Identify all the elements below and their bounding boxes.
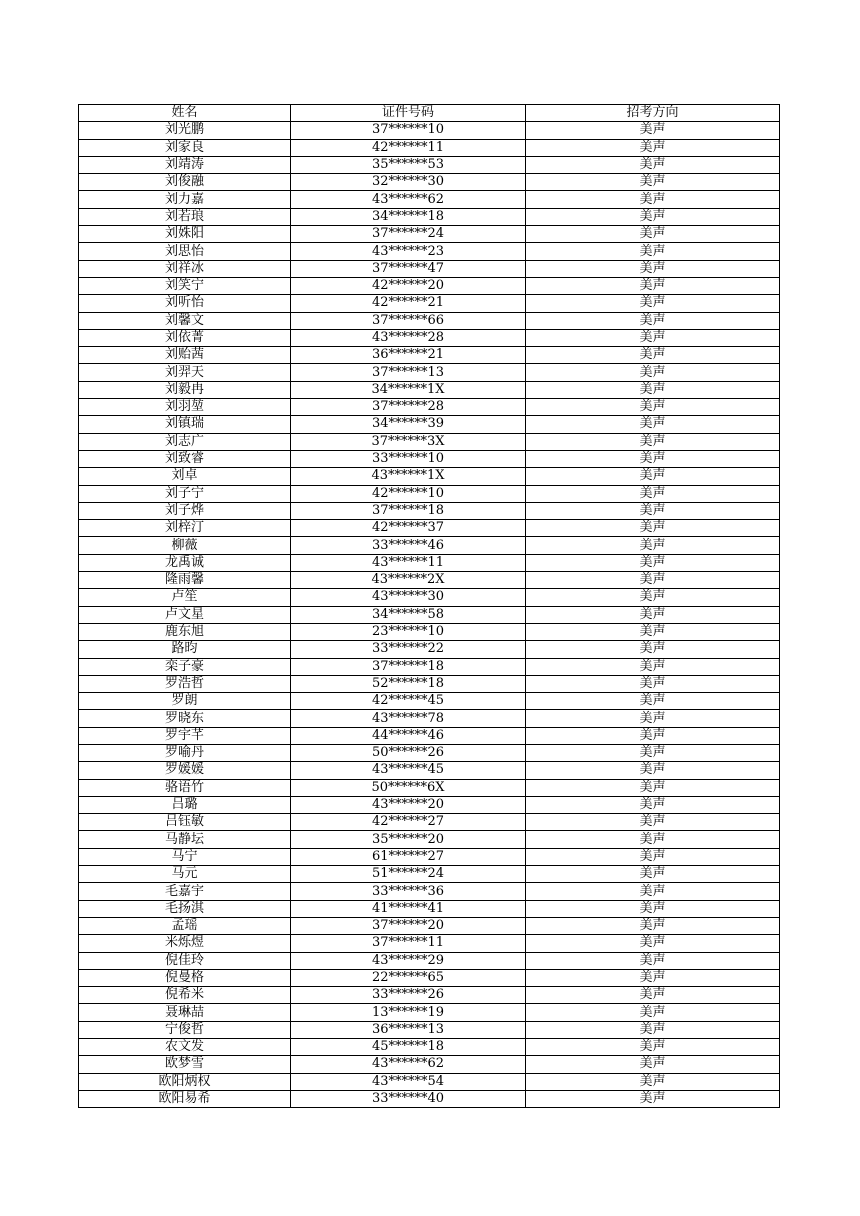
name-cell: 罗喻丹 bbox=[79, 744, 291, 761]
name-cell: 刘贻茜 bbox=[79, 347, 291, 364]
direction-cell: 美声 bbox=[526, 727, 780, 744]
id-number-cell: 37******11 bbox=[291, 935, 526, 952]
direction-cell: 美声 bbox=[526, 710, 780, 727]
direction-cell: 美声 bbox=[526, 693, 780, 710]
id-number-cell: 36******21 bbox=[291, 347, 526, 364]
direction-cell: 美声 bbox=[526, 191, 780, 208]
name-cell: 罗媛媛 bbox=[79, 762, 291, 779]
name-cell: 马元 bbox=[79, 866, 291, 883]
table-row bbox=[79, 814, 780, 831]
table-row bbox=[79, 208, 780, 225]
direction-cell: 美声 bbox=[526, 987, 780, 1004]
id-number-cell: 43******2X bbox=[291, 572, 526, 589]
table-row bbox=[79, 1021, 780, 1038]
id-number-cell: 52******18 bbox=[291, 675, 526, 692]
id-number-cell: 22******65 bbox=[291, 969, 526, 986]
id-number-cell: 34******18 bbox=[291, 208, 526, 225]
id-number-cell: 34******58 bbox=[291, 606, 526, 623]
table-row bbox=[79, 917, 780, 934]
id-number-cell: 37******3X bbox=[291, 433, 526, 450]
candidate-table bbox=[78, 104, 780, 1108]
direction-cell: 美声 bbox=[526, 848, 780, 865]
name-cell: 聂琳喆 bbox=[79, 1004, 291, 1021]
name-cell: 罗宇芊 bbox=[79, 727, 291, 744]
id-number-cell: 43******20 bbox=[291, 796, 526, 813]
name-cell: 欧梦雪 bbox=[79, 1056, 291, 1073]
name-cell: 刘子烨 bbox=[79, 502, 291, 519]
name-cell: 鹿东旭 bbox=[79, 623, 291, 640]
table-row bbox=[79, 139, 780, 156]
id-number-cell: 42******37 bbox=[291, 520, 526, 537]
direction-cell: 美声 bbox=[526, 277, 780, 294]
name-cell: 卢笙 bbox=[79, 589, 291, 606]
id-number-cell: 35******20 bbox=[291, 831, 526, 848]
direction-cell: 美声 bbox=[526, 139, 780, 156]
name-cell: 毛嘉宇 bbox=[79, 883, 291, 900]
table-row bbox=[79, 554, 780, 571]
table-row bbox=[79, 364, 780, 381]
table-row bbox=[79, 520, 780, 537]
name-cell: 刘致睿 bbox=[79, 450, 291, 467]
direction-cell: 美声 bbox=[526, 450, 780, 467]
direction-cell: 美声 bbox=[526, 416, 780, 433]
direction-cell: 美声 bbox=[526, 468, 780, 485]
name-cell: 马宁 bbox=[79, 848, 291, 865]
direction-cell: 美声 bbox=[526, 900, 780, 917]
direction-cell: 美声 bbox=[526, 952, 780, 969]
table-row bbox=[79, 969, 780, 986]
id-number-cell: 44******46 bbox=[291, 727, 526, 744]
name-cell: 马静坛 bbox=[79, 831, 291, 848]
table-row bbox=[79, 641, 780, 658]
table-row bbox=[79, 831, 780, 848]
table-row bbox=[79, 1073, 780, 1090]
direction-cell: 美声 bbox=[526, 866, 780, 883]
name-cell: 米烁煜 bbox=[79, 935, 291, 952]
direction-cell: 美声 bbox=[526, 226, 780, 243]
id-number-cell: 37******18 bbox=[291, 658, 526, 675]
id-number-cell: 42******11 bbox=[291, 139, 526, 156]
table-row bbox=[79, 762, 780, 779]
direction-cell: 美声 bbox=[526, 295, 780, 312]
name-cell: 刘靖涛 bbox=[79, 156, 291, 173]
name-cell: 罗晓东 bbox=[79, 710, 291, 727]
direction-cell: 美声 bbox=[526, 1056, 780, 1073]
direction-cell: 美声 bbox=[526, 485, 780, 502]
name-cell: 罗浩哲 bbox=[79, 675, 291, 692]
name-cell: 栾子豪 bbox=[79, 658, 291, 675]
name-cell: 刘力嘉 bbox=[79, 191, 291, 208]
id-number-cell: 41******41 bbox=[291, 900, 526, 917]
name-cell: 龙禹诚 bbox=[79, 554, 291, 571]
direction-cell: 美声 bbox=[526, 623, 780, 640]
direction-cell: 美声 bbox=[526, 520, 780, 537]
direction-cell: 美声 bbox=[526, 744, 780, 761]
direction-cell: 美声 bbox=[526, 381, 780, 398]
table-row bbox=[79, 312, 780, 329]
table-row bbox=[79, 277, 780, 294]
id-number-cell: 37******24 bbox=[291, 226, 526, 243]
name-cell: 刘梓汀 bbox=[79, 520, 291, 537]
direction-cell: 美声 bbox=[526, 208, 780, 225]
table-row bbox=[79, 606, 780, 623]
id-number-cell: 43******23 bbox=[291, 243, 526, 260]
id-number-cell: 51******24 bbox=[291, 866, 526, 883]
name-cell: 刘姝阳 bbox=[79, 226, 291, 243]
direction-cell: 美声 bbox=[526, 1021, 780, 1038]
name-cell: 卢文星 bbox=[79, 606, 291, 623]
table-row bbox=[79, 935, 780, 952]
name-cell: 毛扬淇 bbox=[79, 900, 291, 917]
table-row bbox=[79, 485, 780, 502]
direction-cell: 美声 bbox=[526, 156, 780, 173]
table-row bbox=[79, 779, 780, 796]
id-number-cell: 50******26 bbox=[291, 744, 526, 761]
id-number-cell: 42******10 bbox=[291, 485, 526, 502]
header-row bbox=[79, 105, 780, 122]
name-cell: 孟瑶 bbox=[79, 917, 291, 934]
name-cell: 欧阳易希 bbox=[79, 1090, 291, 1107]
direction-cell: 美声 bbox=[526, 537, 780, 554]
direction-cell: 美声 bbox=[526, 814, 780, 831]
direction-cell: 美声 bbox=[526, 779, 780, 796]
header-direction: 招考方向 bbox=[526, 105, 780, 122]
id-number-cell: 33******10 bbox=[291, 450, 526, 467]
name-cell: 刘依菁 bbox=[79, 329, 291, 346]
id-number-cell: 33******40 bbox=[291, 1090, 526, 1107]
id-number-cell: 37******18 bbox=[291, 502, 526, 519]
name-cell: 欧阳炳权 bbox=[79, 1073, 291, 1090]
table-row bbox=[79, 658, 780, 675]
id-number-cell: 43******62 bbox=[291, 191, 526, 208]
name-cell: 罗朗 bbox=[79, 693, 291, 710]
table-row bbox=[79, 450, 780, 467]
direction-cell: 美声 bbox=[526, 589, 780, 606]
id-number-cell: 32******30 bbox=[291, 174, 526, 191]
id-number-cell: 37******10 bbox=[291, 122, 526, 139]
id-number-cell: 43******45 bbox=[291, 762, 526, 779]
direction-cell: 美声 bbox=[526, 174, 780, 191]
direction-cell: 美声 bbox=[526, 658, 780, 675]
id-number-cell: 37******28 bbox=[291, 399, 526, 416]
id-number-cell: 42******45 bbox=[291, 693, 526, 710]
direction-cell: 美声 bbox=[526, 260, 780, 277]
table-row bbox=[79, 156, 780, 173]
name-cell: 农文发 bbox=[79, 1039, 291, 1056]
name-cell: 刘祥冰 bbox=[79, 260, 291, 277]
table-row bbox=[79, 623, 780, 640]
table-row bbox=[79, 883, 780, 900]
id-number-cell: 34******1X bbox=[291, 381, 526, 398]
table-row bbox=[79, 295, 780, 312]
name-cell: 刘若琅 bbox=[79, 208, 291, 225]
table-row bbox=[79, 589, 780, 606]
name-cell: 吕璐 bbox=[79, 796, 291, 813]
name-cell: 刘听怡 bbox=[79, 295, 291, 312]
table-row bbox=[79, 727, 780, 744]
name-cell: 刘馨文 bbox=[79, 312, 291, 329]
name-cell: 路昀 bbox=[79, 641, 291, 658]
id-number-cell: 33******36 bbox=[291, 883, 526, 900]
table-row bbox=[79, 347, 780, 364]
table-row bbox=[79, 537, 780, 554]
id-number-cell: 33******22 bbox=[291, 641, 526, 658]
name-cell: 刘羿天 bbox=[79, 364, 291, 381]
name-cell: 倪曼格 bbox=[79, 969, 291, 986]
table-row bbox=[79, 987, 780, 1004]
id-number-cell: 42******21 bbox=[291, 295, 526, 312]
direction-cell: 美声 bbox=[526, 641, 780, 658]
name-cell: 刘思怡 bbox=[79, 243, 291, 260]
id-number-cell: 45******18 bbox=[291, 1039, 526, 1056]
table-row bbox=[79, 693, 780, 710]
table-row bbox=[79, 710, 780, 727]
table-row bbox=[79, 1004, 780, 1021]
name-cell: 隆雨馨 bbox=[79, 572, 291, 589]
direction-cell: 美声 bbox=[526, 762, 780, 779]
table-row bbox=[79, 502, 780, 519]
table-row bbox=[79, 399, 780, 416]
name-cell: 宁俊哲 bbox=[79, 1021, 291, 1038]
id-number-cell: 43******28 bbox=[291, 329, 526, 346]
direction-cell: 美声 bbox=[526, 572, 780, 589]
direction-cell: 美声 bbox=[526, 243, 780, 260]
id-number-cell: 43******54 bbox=[291, 1073, 526, 1090]
table-row bbox=[79, 433, 780, 450]
id-number-cell: 23******10 bbox=[291, 623, 526, 640]
direction-cell: 美声 bbox=[526, 831, 780, 848]
direction-cell: 美声 bbox=[526, 606, 780, 623]
table-row bbox=[79, 866, 780, 883]
direction-cell: 美声 bbox=[526, 796, 780, 813]
direction-cell: 美声 bbox=[526, 433, 780, 450]
table-row bbox=[79, 329, 780, 346]
table-row bbox=[79, 848, 780, 865]
id-number-cell: 37******66 bbox=[291, 312, 526, 329]
name-cell: 柳薇 bbox=[79, 537, 291, 554]
direction-cell: 美声 bbox=[526, 1073, 780, 1090]
table-row bbox=[79, 900, 780, 917]
name-cell: 刘卓 bbox=[79, 468, 291, 485]
direction-cell: 美声 bbox=[526, 312, 780, 329]
name-cell: 吕钰敏 bbox=[79, 814, 291, 831]
direction-cell: 美声 bbox=[526, 399, 780, 416]
id-number-cell: 37******47 bbox=[291, 260, 526, 277]
id-number-cell: 13******19 bbox=[291, 1004, 526, 1021]
id-number-cell: 43******1X bbox=[291, 468, 526, 485]
name-cell: 刘笑宁 bbox=[79, 277, 291, 294]
table-row bbox=[79, 1039, 780, 1056]
name-cell: 刘羽堃 bbox=[79, 399, 291, 416]
direction-cell: 美声 bbox=[526, 935, 780, 952]
direction-cell: 美声 bbox=[526, 364, 780, 381]
header-id-number: 证件号码 bbox=[291, 105, 526, 122]
table-row bbox=[79, 381, 780, 398]
table-row bbox=[79, 675, 780, 692]
table-row bbox=[79, 468, 780, 485]
direction-cell: 美声 bbox=[526, 917, 780, 934]
name-cell: 刘志广 bbox=[79, 433, 291, 450]
table-row bbox=[79, 260, 780, 277]
table-row bbox=[79, 796, 780, 813]
direction-cell: 美声 bbox=[526, 329, 780, 346]
table-row bbox=[79, 952, 780, 969]
id-number-cell: 50******6X bbox=[291, 779, 526, 796]
name-cell: 倪佳玲 bbox=[79, 952, 291, 969]
table-row bbox=[79, 416, 780, 433]
id-number-cell: 37******13 bbox=[291, 364, 526, 381]
direction-cell: 美声 bbox=[526, 1039, 780, 1056]
header-name: 姓名 bbox=[79, 105, 291, 122]
id-number-cell: 43******11 bbox=[291, 554, 526, 571]
table-row bbox=[79, 174, 780, 191]
name-cell: 刘毅冉 bbox=[79, 381, 291, 398]
name-cell: 刘家良 bbox=[79, 139, 291, 156]
id-number-cell: 42******20 bbox=[291, 277, 526, 294]
direction-cell: 美声 bbox=[526, 675, 780, 692]
table-row bbox=[79, 243, 780, 260]
table-row bbox=[79, 226, 780, 243]
name-cell: 刘镇瑞 bbox=[79, 416, 291, 433]
id-number-cell: 43******29 bbox=[291, 952, 526, 969]
id-number-cell: 37******20 bbox=[291, 917, 526, 934]
direction-cell: 美声 bbox=[526, 347, 780, 364]
name-cell: 倪希米 bbox=[79, 987, 291, 1004]
id-number-cell: 33******26 bbox=[291, 987, 526, 1004]
table-row bbox=[79, 572, 780, 589]
direction-cell: 美声 bbox=[526, 502, 780, 519]
direction-cell: 美声 bbox=[526, 122, 780, 139]
id-number-cell: 43******30 bbox=[291, 589, 526, 606]
table-row bbox=[79, 744, 780, 761]
table-row bbox=[79, 191, 780, 208]
name-cell: 刘光鹏 bbox=[79, 122, 291, 139]
table-body bbox=[79, 122, 780, 1108]
direction-cell: 美声 bbox=[526, 554, 780, 571]
id-number-cell: 35******53 bbox=[291, 156, 526, 173]
direction-cell: 美声 bbox=[526, 969, 780, 986]
direction-cell: 美声 bbox=[526, 883, 780, 900]
table-row bbox=[79, 122, 780, 139]
direction-cell: 美声 bbox=[526, 1004, 780, 1021]
table-row bbox=[79, 1056, 780, 1073]
id-number-cell: 34******39 bbox=[291, 416, 526, 433]
id-number-cell: 33******46 bbox=[291, 537, 526, 554]
name-cell: 骆语竹 bbox=[79, 779, 291, 796]
id-number-cell: 42******27 bbox=[291, 814, 526, 831]
id-number-cell: 36******13 bbox=[291, 1021, 526, 1038]
id-number-cell: 43******78 bbox=[291, 710, 526, 727]
table-row bbox=[79, 1090, 780, 1107]
id-number-cell: 43******62 bbox=[291, 1056, 526, 1073]
name-cell: 刘俊融 bbox=[79, 174, 291, 191]
name-cell: 刘子宁 bbox=[79, 485, 291, 502]
id-number-cell: 61******27 bbox=[291, 848, 526, 865]
direction-cell: 美声 bbox=[526, 1090, 780, 1107]
